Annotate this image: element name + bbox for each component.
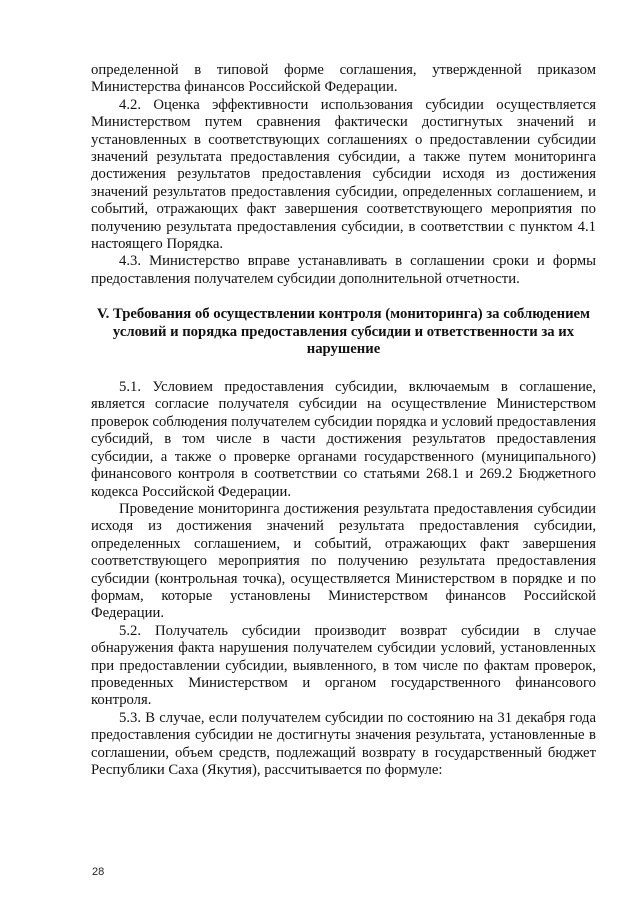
paragraph-5-1: 5.1. Условием предоставления субсидии, включаемым в соглашение, является согласие получателя субсидии на осуществление Министерством проверок соблюдения получателем субсидии порядка и условий предоставления субсидий, в том числе в части достижения результатов предоставления субсидии, а также о проверке органами государственного (муниципального) финансового контроля в соответствии со статьями 268.1 и 269.2 Бюджетного кодекса Российской Федерации.: [91, 379, 596, 500]
document-body: [91, 62, 596, 779]
paragraph-4-3: 4.3. Министерство вправе устанавливать в соглашении сроки и формы предоставления получателем субсидии дополнительной отчетности.: [91, 253, 596, 287]
paragraph-4-2: 4.2. Оценка эффективности использования субсидии осуществляется Министерством путем сравнения фактически достигнутых значений и установленных в соответствующих соглашениях о предоставлении субсидии значений результата предоставления субсидии, а также путем мониторинга достижения результатов предоставления субсидии исходя из достижения значений результатов предоставления субсидии, определенных соглашением, и событий, отражающих факт завершения соответствующего мероприятия по получению результата предоставления субсидии, в соответствии с пунктом 4.1 настоящего Порядка.: [91, 96, 596, 253]
paragraph-continuation: определенной в типовой форме соглашения, утвержденной приказом Министерства финансов Российской Федерации.: [91, 62, 596, 96]
paragraph-5-3: 5.3. В случае, если получателем субсидии по состоянию на 31 декабря года предоставления субсидии не достигнуты значения результата, установленные в соглашении, объем средств, подлежащий возврату в государственный бюджет Республики Саха (Якутия), рассчитывается по формуле:: [91, 709, 596, 778]
paragraph-monitoring: Проведение мониторинга достижения результата предоставления субсидии исходя из достижения значений результата предоставления субсидии, определенных соглашением, и событий, отражающих факт завершения соответствующего мероприятия по получению результата предоставления субсидии (контрольная точка), осуществляется Министерством в порядке и по формам, которые установлены Министерством финансов Российской Федерации.: [91, 500, 596, 622]
section-heading: V. Требования об осуществлении контроля (мониторинга) за соблюдением условий и порядка предоставления субсидии и ответственности за их нарушение: [96, 306, 591, 358]
paragraph-5-2: 5.2. Получатель субсидии производит возврат субсидии в случае обнаружения факта нарушения получателем субсидии условий, установленных при предоставлении субсидии, выявленного, в том числе по фактам проверок, проведенных Министерством и органом государственного финансового контроля.: [91, 622, 596, 709]
page-number: 28: [92, 866, 105, 878]
